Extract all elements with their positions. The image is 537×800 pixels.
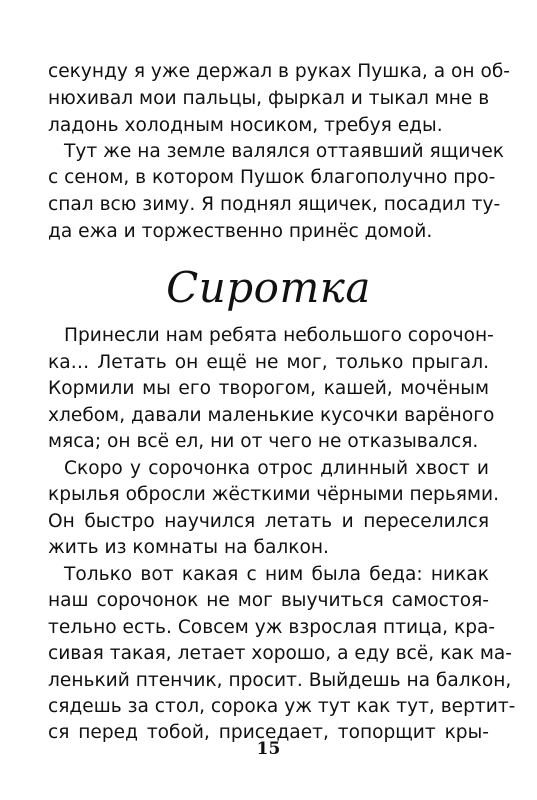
page-number: 15 — [256, 739, 281, 759]
text-line: секунду я уже держал в руках Пушка, а он об- — [48, 61, 511, 82]
text-line: Кормили мы его творогом, кашей, мочёным — [48, 378, 489, 399]
text-line: тельно есть. Совсем уж взрослая птица, кра- — [48, 617, 496, 638]
text-line: Скоро у сорочонка отрос длинный хвост и — [64, 458, 489, 479]
text-line: ленький птенчик, просит. Выйдешь на балкон, — [48, 670, 512, 691]
text-line: ладонь холодным носиком, требуя еды. — [48, 115, 443, 136]
text-line: Только вот какая с ним была беда: никак — [64, 564, 489, 585]
text-line: спал всю зиму. Я поднял ящичек, посадил ту- — [48, 194, 501, 215]
text-line: сивая такая, летает хорошо, а еду всё, как ма- — [48, 643, 512, 664]
text-line: с сеном, в котором Пушок благополучно про- — [48, 167, 496, 188]
text-line: хлебом, давали маленькие кусочки варёного — [48, 405, 495, 426]
text-line: да ежа и торжественно принёс домой. — [48, 221, 433, 242]
text-line: нюхивал мои пальцы, фыркал и тыкал мне в — [48, 88, 490, 109]
text-line: Он быстро научился летать и переселился — [48, 511, 489, 532]
text-line: сядешь за стол, сорока уж тут как тут, вертит- — [48, 696, 516, 717]
text-line: Принесли нам ребята небольшого сорочон- — [64, 325, 494, 346]
text-line: Тут же на земле валялся оттаявший ящичек — [64, 141, 504, 162]
text-line: ка… Летать он ещё не мог, только прыгал. — [48, 352, 489, 373]
text-line: мяса; он всё ел, ни от чего не отказывался. — [48, 431, 479, 452]
text-line: наш сорочонок не мог выучиться самостоя- — [48, 590, 489, 611]
text-line: ся перед тобой, приседает, топорщит кры- — [48, 722, 489, 743]
text-line: жить из комнаты на балкон. — [48, 537, 329, 558]
text-line: крылья обросли жёсткими чёрными перьями. — [48, 484, 500, 505]
section-title: Сиротка — [166, 263, 371, 312]
